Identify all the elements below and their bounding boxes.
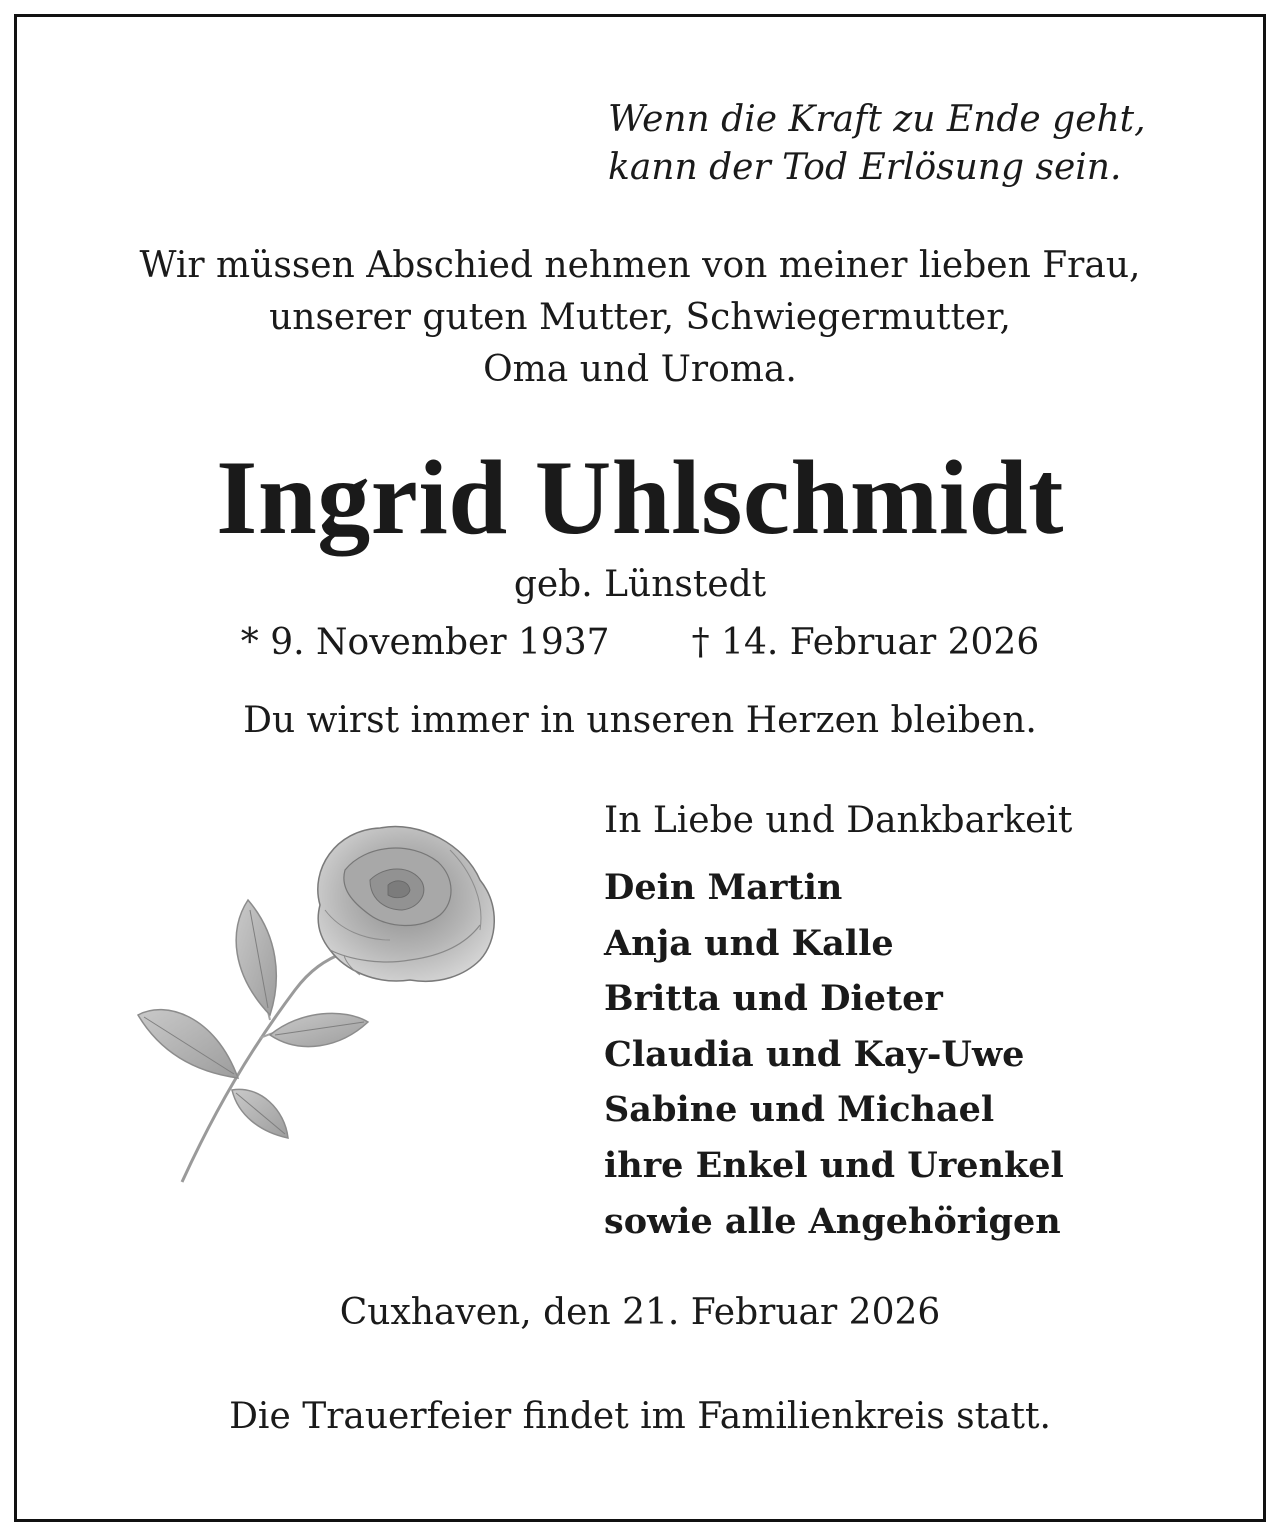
signatory: sowie alle Angehörigen xyxy=(604,1200,1061,1242)
signatories-list xyxy=(604,860,1064,1249)
motto-line-1: Wenn die Kraft zu Ende geht, xyxy=(608,99,1146,140)
dedication-line: In Liebe und Dankbarkeit xyxy=(604,800,1073,841)
motto-quote xyxy=(608,96,1146,192)
death-date: † 14. Februar 2026 xyxy=(691,622,1040,663)
intro-text xyxy=(0,240,1280,396)
motto-line-2: kann der Tod Erlösung sein. xyxy=(608,147,1122,188)
signatory: Dein Martin xyxy=(604,867,843,908)
remembrance-line: Du wirst immer in unseren Herzen bleiben. xyxy=(243,700,1037,741)
life-dates xyxy=(0,620,1280,666)
signatory: Britta und Dieter xyxy=(604,978,943,1020)
intro-line-1: Wir müssen Abschied nehmen von meiner lieben Frau, xyxy=(139,245,1141,286)
signatory: Anja und Kalle xyxy=(604,922,894,964)
funeral-note: Die Trauerfeier findet im Familienkreis statt. xyxy=(229,1396,1051,1437)
deceased-name: Ingrid Uhlschmidt xyxy=(216,439,1064,556)
birth-date: * 9. November 1937 xyxy=(240,622,610,663)
place-and-date: Cuxhaven, den 21. Februar 2026 xyxy=(339,1292,941,1333)
intro-line-3: Oma und Uroma. xyxy=(483,349,797,390)
signatory: ihre Enkel und Urenkel xyxy=(604,1144,1064,1186)
birth-name: geb. Lünstedt xyxy=(513,564,767,605)
intro-line-2: unserer guten Mutter, Schwiegermutter, xyxy=(269,297,1011,338)
rose-illustration xyxy=(120,810,520,1200)
signatory: Claudia und Kay-Uwe xyxy=(604,1033,1025,1075)
signatory: Sabine und Michael xyxy=(604,1089,995,1131)
